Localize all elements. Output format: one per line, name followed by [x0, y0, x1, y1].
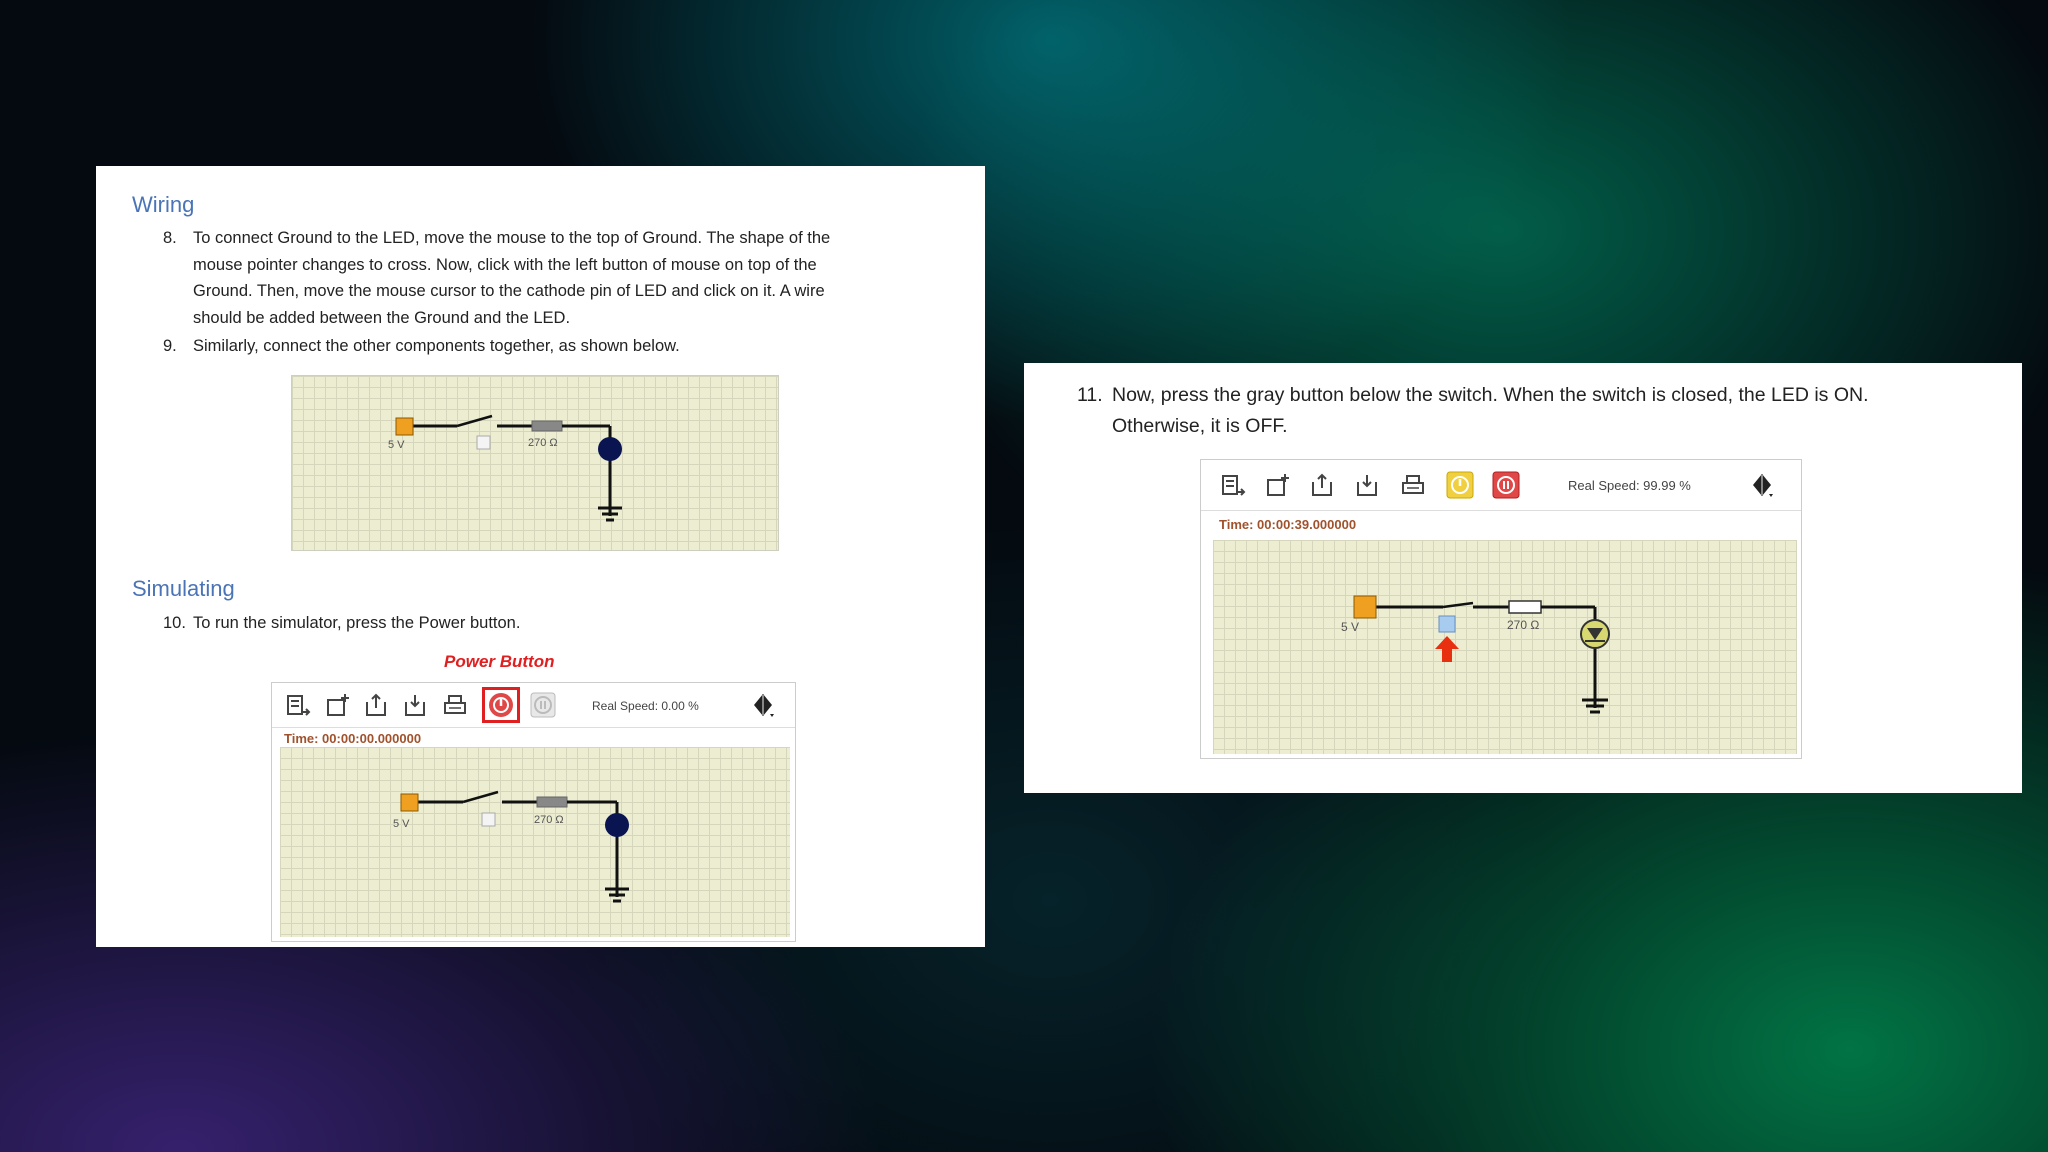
step-11-line-1: Now, press the gray button below the switch. When the switch is closed, the LED is ON.: [1112, 384, 1869, 406]
circuit-canvas-running: [1213, 540, 1797, 754]
open-icon[interactable]: [1307, 469, 1339, 501]
step-8-number: 8.: [163, 229, 177, 247]
step-9: [163, 333, 963, 361]
voltage-source: [1354, 596, 1376, 618]
step-11-number: 11.: [1077, 384, 1103, 406]
resistor-label: 270 Ω: [1507, 618, 1540, 632]
step-10-number: 10.: [163, 614, 186, 632]
step-8-line-3: Ground. Then, move the mouse cursor to the cathode pin of LED and click on it. A wire: [193, 282, 825, 300]
simulator-window-left: [271, 682, 796, 942]
circuit-canvas-wiring: [291, 375, 779, 551]
resistor-label: 270 Ω: [528, 437, 558, 449]
voltage-label: 5 V: [388, 439, 405, 451]
save-icon[interactable]: [1352, 469, 1384, 501]
real-speed-readout: Real Speed: 0.00 %: [592, 699, 699, 713]
print-icon[interactable]: [439, 689, 471, 721]
simulator-toolbar: [272, 683, 795, 728]
power-icon[interactable]: [482, 687, 520, 723]
simulator-toolbar: [1201, 460, 1801, 511]
document-page-left: [96, 166, 985, 947]
settings-icon[interactable]: [747, 689, 779, 721]
step-9-number: 9.: [163, 337, 177, 355]
led: [605, 813, 629, 837]
resistor: [532, 421, 562, 431]
step-10-text: To run the simulator, press the Power button.: [193, 614, 521, 632]
step-9-line-1: Similarly, connect the other components together, as shown below.: [193, 337, 680, 355]
export-icon[interactable]: [282, 689, 314, 721]
export-icon[interactable]: [1217, 469, 1249, 501]
switch-button: [482, 813, 495, 826]
simulating-heading: Simulating: [132, 576, 235, 601]
document-page-right: [1024, 363, 2022, 793]
pause-icon[interactable]: [1489, 468, 1523, 502]
print-icon[interactable]: [1397, 469, 1429, 501]
simulation-time: Time: 00:00:00.000000: [284, 731, 422, 746]
switch-button: [477, 436, 490, 449]
circuit-diagram: [1213, 540, 1797, 754]
voltage-source: [396, 418, 413, 435]
circuit-canvas-simulating: [280, 747, 790, 937]
settings-icon[interactable]: [1746, 469, 1778, 501]
led: [598, 437, 622, 461]
step-10: [163, 610, 963, 638]
power-icon[interactable]: [1443, 468, 1477, 502]
circuit-diagram: [292, 376, 778, 550]
resistor-label: 270 Ω: [534, 814, 564, 826]
new-icon[interactable]: [1262, 469, 1294, 501]
step-8-line-4: should be added between the Ground and the LED.: [193, 308, 571, 327]
arrow-up-icon: [1435, 636, 1459, 662]
new-icon[interactable]: [322, 689, 354, 721]
step-11: [1077, 380, 1997, 446]
step-8: [163, 225, 963, 335]
simulator-window-right: [1200, 459, 1802, 759]
step-8-line-1: To connect Ground to the LED, move the mouse to the top of Ground. The shape of the: [193, 229, 831, 247]
voltage-source: [401, 794, 418, 811]
voltage-label: 5 V: [1341, 620, 1360, 634]
step-8-line-2: mouse pointer changes to cross. Now, click with the left button of mouse on top of the: [193, 255, 817, 274]
circuit-diagram: [280, 747, 790, 937]
wiring-heading: Wiring: [132, 192, 195, 217]
step-11-line-2: Otherwise, it is OFF.: [1112, 415, 1288, 437]
power-button-caption: Power Button: [444, 652, 555, 671]
resistor: [1509, 601, 1541, 613]
open-icon[interactable]: [361, 689, 393, 721]
voltage-label: 5 V: [393, 818, 410, 830]
save-icon[interactable]: [400, 689, 432, 721]
simulation-time: Time: 00:00:39.000000: [1219, 517, 1357, 532]
real-speed-readout: Real Speed: 99.99 %: [1568, 478, 1691, 493]
pause-icon[interactable]: [527, 689, 559, 721]
resistor: [537, 797, 567, 807]
switch-button[interactable]: [1439, 616, 1455, 632]
